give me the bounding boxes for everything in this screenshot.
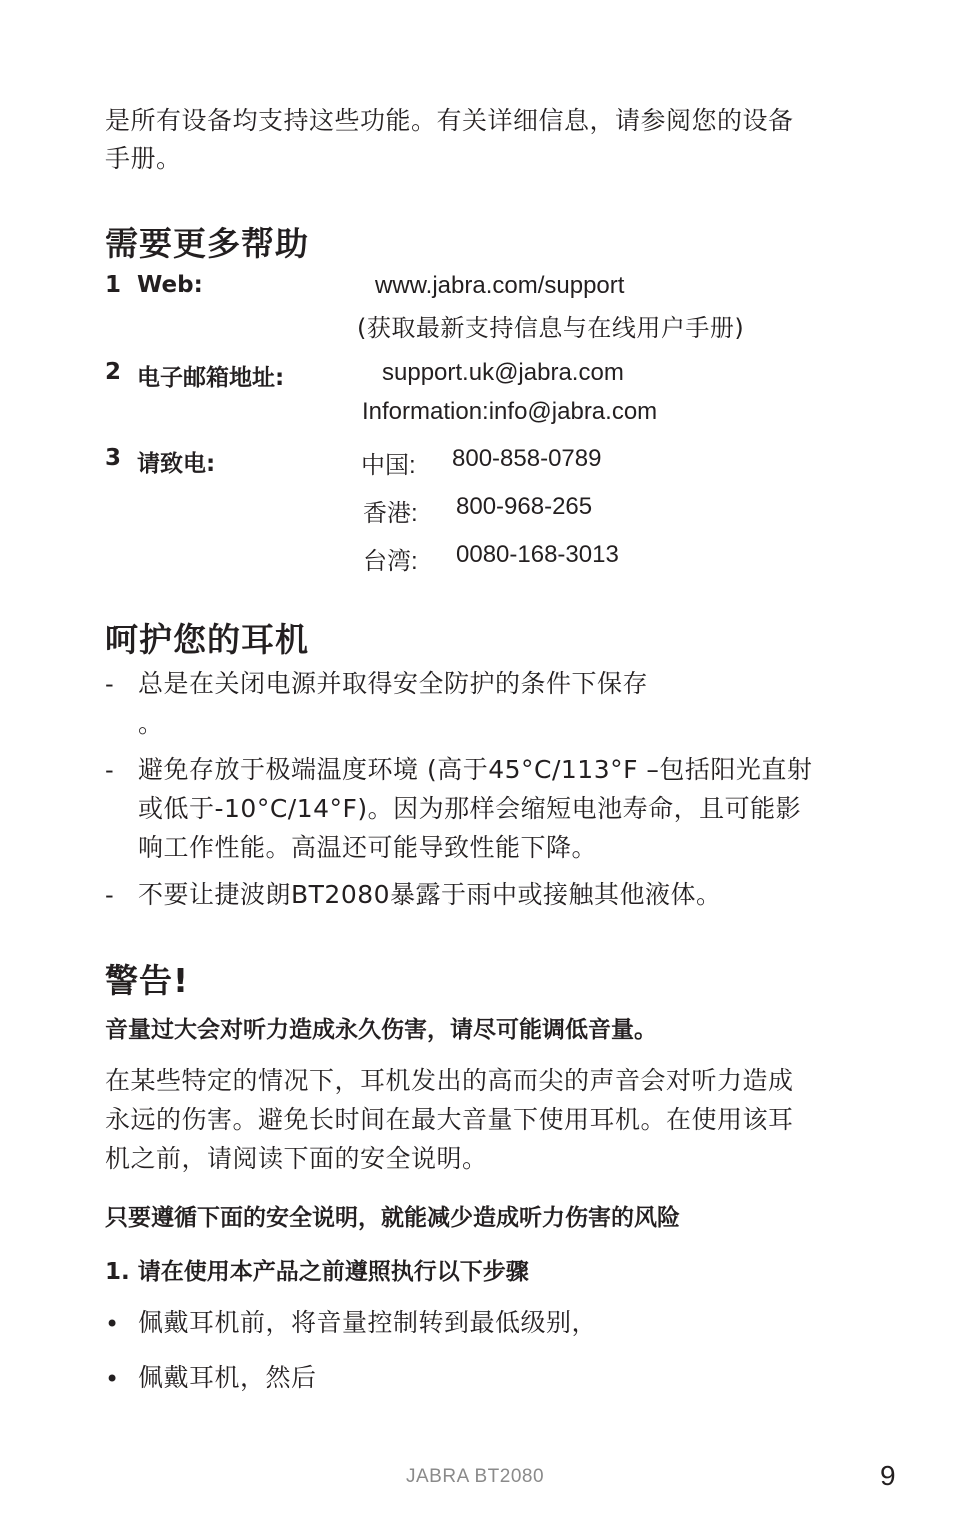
phone-number-taiwan: 0080-168-3013 [456,541,619,568]
phone-region-hongkong: 香港: [363,500,418,527]
care-item-2-line-3: 响工作性能。高温还可能导致性能下降。 [138,833,598,862]
phone-label: 请致电: [137,451,216,477]
warning-bullet-2-dot: • [105,1365,120,1393]
care-item-2-line-2: 或低于-10°C/14°F)。因为那样会缩短电池寿命，且可能影 [138,794,802,823]
care-item-2-line-1: 避免存放于极端温度环境 (高于45°C/113°F –包括阳光直射 [138,755,813,784]
email-address-support-link[interactable]: support.uk@jabra.com [382,359,624,386]
care-item-3-dash: - [105,881,114,909]
warning-para-line-2: 永远的伤害。避免长时间在最大音量下使用耳机。在使用该耳 [105,1105,794,1134]
care-item-3-line-1: 不要让捷波朗BT2080暴露于雨中或接触其他液体。 [138,880,722,909]
warning-bullet-1: 佩戴耳机前，将音量控制转到最低级别， [138,1308,598,1337]
email-number: 2 [105,359,122,385]
care-heading: 呵护您的耳机 [105,620,309,659]
page-number: 9 [880,1460,896,1491]
care-item-1-line-1: 总是在关闭电源并取得安全防护的条件下保存 [138,669,649,698]
warning-heading: 警告! [105,961,190,1000]
warning-bullet-2: 佩戴耳机，然后 [138,1363,317,1392]
warning-para-line-3: 机之前，请阅读下面的安全说明。 [105,1144,488,1173]
web-number: 1 [105,272,122,298]
care-item-1-line-2: 。 [138,709,164,738]
warning-bold-line: 音量过大会对听力造成永久伤害，请尽可能调低音量。 [105,1017,657,1043]
web-url-link[interactable]: www.jabra.com/support [375,272,625,299]
email-address-info-link[interactable]: Information:info@jabra.com [362,398,658,425]
warning-bullet-1-dot: • [105,1310,120,1338]
web-label: Web: [137,272,203,298]
intro-line-2: 手册。 [105,144,182,173]
intro-line-1: 是所有设备均支持这些功能。有关详细信息，请参阅您的设备 [105,106,794,135]
phone-number-china: 800-858-0789 [452,445,602,472]
care-item-2-dash: - [105,756,114,784]
phone-region-taiwan: 台湾: [363,548,418,575]
warning-risk-line: 只要遵循下面的安全说明，就能减少造成听力伤害的风险 [105,1205,680,1231]
warning-step-heading: 1. 请在使用本产品之前遵照执行以下步骤 [105,1259,529,1285]
care-item-1-dash: - [105,670,114,698]
warning-para-line-1: 在某些特定的情况下，耳机发出的高而尖的声音会对听力造成 [105,1066,794,1095]
phone-region-china: 中国: [361,452,416,479]
footer-product: JABRA BT2080 [406,1466,545,1487]
help-heading: 需要更多帮助 [105,224,309,263]
phone-number: 3 [105,445,122,471]
web-note: (获取最新支持信息与在线用户手册) [357,314,745,342]
email-label: 电子邮箱地址: [137,365,285,391]
phone-number-hongkong: 800-968-265 [456,493,593,520]
